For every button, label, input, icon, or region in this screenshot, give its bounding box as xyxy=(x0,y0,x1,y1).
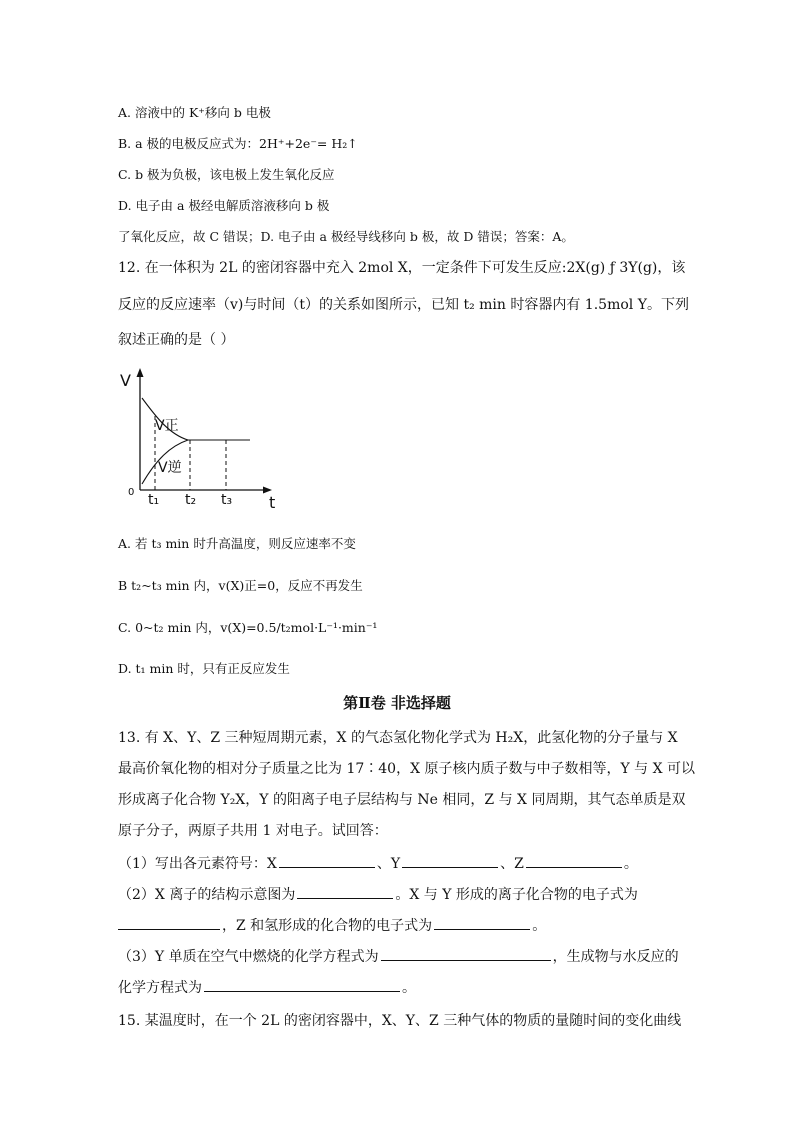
origin-label: 0 xyxy=(128,487,135,498)
q13-p3-text3: 化学方程式为 xyxy=(118,980,202,996)
q13-p2-end: 。 xyxy=(532,918,547,934)
t1-tick-label: t₁ xyxy=(148,492,160,508)
answer-blank-y[interactable] xyxy=(402,853,498,868)
q13-line-1: 13. 有 X、Y、Z 三种短周期元素，X 的气态氢化物化学式为 H₂X，此氢化物的分子量与 X xyxy=(118,730,678,746)
y-axis-arrow-icon xyxy=(137,368,144,377)
reverse-rate-label: V逆 xyxy=(158,460,182,476)
q13-p2-text3: ，Z 和氢形成的化合物的电子式为 xyxy=(222,918,433,934)
y-axis-label: V xyxy=(120,371,131,390)
q13-p2-text2: 。X 与 Y 形成的离子化合物的电子式为 xyxy=(395,887,638,903)
q13-part-2a xyxy=(118,884,638,904)
q13-part-1 xyxy=(118,853,638,873)
answer-blank-zh-electron-formula[interactable] xyxy=(434,915,530,930)
q11-option-b: B. a 极的电极反应式为：2H⁺+2e⁻= H₂↑ xyxy=(118,136,358,151)
q15-line-1: 15. 某温度时，在一个 2L 的密闭容器中，X、Y、Z 三种气体的物质的量随时间的变化曲线 xyxy=(118,1013,682,1029)
q13-p3-text1: （3）Y 单质在空气中燃烧的化学方程式为 xyxy=(118,949,379,965)
rate-time-graph xyxy=(118,362,288,510)
answer-blank-x[interactable] xyxy=(279,853,375,868)
q13-p1-sep2: 、Z xyxy=(500,856,524,872)
q12-option-a: A. 若 t₃ min 时升高温度，则反应速率不变 xyxy=(118,536,356,551)
q13-part-3a xyxy=(118,946,679,966)
answer-blank-z[interactable] xyxy=(526,853,622,868)
answer-blank-x-ion-diagram[interactable] xyxy=(297,884,393,899)
q13-line-4: 原子分子，两原子共用 1 对电子。试回答： xyxy=(118,823,388,839)
t3-tick-label: t₃ xyxy=(221,492,233,508)
t2-tick-label: t₂ xyxy=(185,492,197,508)
q13-line-2: 最高价氧化物的相对分子质量之比为 17∶40，X 原子核内质子数与中子数相等，Y 与 X 可以 xyxy=(118,761,696,777)
q12-line-3: 叙述正确的是（ ） xyxy=(118,332,235,348)
q13-part-3b xyxy=(118,977,416,997)
q11-answer-line: 了氧化反应，故 C 错误；D. 电子由 a 极经导线移向 b 极，故 D 错误；答案：A。 xyxy=(118,229,574,244)
answer-blank-xy-electron-formula[interactable] xyxy=(118,915,220,930)
q12-option-b: B t₂~t₃ min 内，v(X)正=0，反应不再发生 xyxy=(118,578,363,593)
answer-blank-combustion-equation[interactable] xyxy=(381,946,551,961)
q11-option-c: C. b 极为负极，该电极上发生氧化反应 xyxy=(118,167,335,182)
forward-rate-label: V正 xyxy=(155,418,179,434)
q12-line-1: 12. 在一体积为 2L 的密闭容器中充入 2mol X，一定条件下可发生反应:2X(g) ƒ 3Y(g)，该 xyxy=(118,260,686,276)
q11-option-d: D. 电子由 a 极经电解质溶液移向 b 极 xyxy=(118,198,330,213)
q13-p1-end: 。 xyxy=(623,856,638,872)
x-axis-label: t xyxy=(269,493,276,510)
q11-option-a: A. 溶液中的 K⁺移向 b 电极 xyxy=(118,105,271,120)
q13-p2-text1: （2）X 离子的结构示意图为 xyxy=(118,887,296,903)
q13-part-2b xyxy=(118,915,546,935)
q13-p1-sep1: 、Y xyxy=(376,856,401,872)
q13-line-3: 形成离子化合物 Y₂X，Y 的阳离子电子层结构与 Ne 相同，Z 与 X 同周期，其气态单质是双 xyxy=(118,792,686,808)
q13-p3-end: 。 xyxy=(402,980,416,996)
answer-blank-water-reaction-equation[interactable] xyxy=(204,977,400,992)
q12-line-2: 反应的反应速率（v)与时间（t）的关系如图所示，已知 t₂ min 时容器内有 1.5mol Y。下列 xyxy=(118,297,689,313)
q12-option-c: C. 0~t₂ min 内，v(X)=0.5/t₂mol·L⁻¹·min⁻¹ xyxy=(118,620,378,635)
q13-p1-prefix: （1）写出各元素符号：X xyxy=(118,856,277,872)
section-title: 第Ⅱ卷 非选择题 xyxy=(343,694,451,712)
q13-p3-text2: ，生成物与水反应的 xyxy=(552,949,679,965)
q12-option-d: D. t₁ min 时，只有正反应发生 xyxy=(118,661,290,676)
